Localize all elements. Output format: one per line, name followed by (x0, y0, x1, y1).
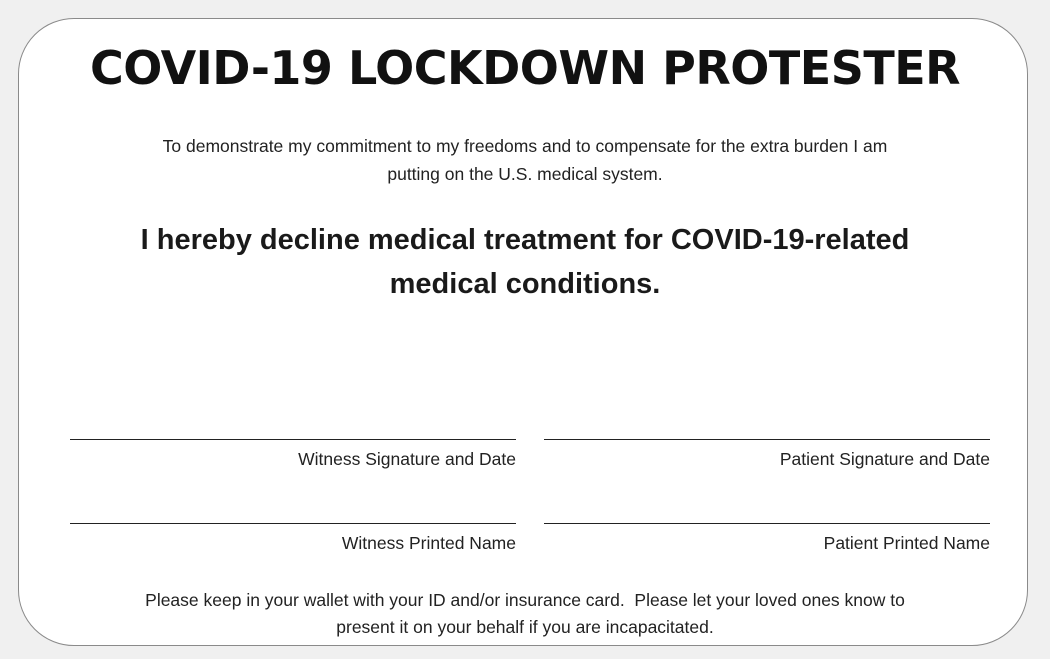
declaration-text (60, 218, 990, 306)
intro-line-1: To demonstrate my commitment to my freedoms and to compensate for the extra burden I am (162, 136, 888, 156)
card-title: COVID-19 LOCKDOWN PROTESTER (89, 41, 961, 95)
witness-signature-line[interactable] (70, 439, 516, 440)
declaration-line-2: medical conditions. (389, 268, 661, 300)
intro-line-2: putting on the U.S. medical system. (387, 164, 663, 184)
patient-signature-label: Patient Signature and Date (779, 449, 990, 469)
declaration-line-1: I hereby decline medical treatment for COVID-19-related (140, 224, 910, 256)
witness-name-line[interactable] (70, 523, 516, 524)
witness-name-label: Witness Printed Name (341, 533, 516, 553)
patient-name-label: Patient Printed Name (823, 533, 990, 553)
footer-instructions (40, 587, 1010, 641)
patient-signature-line[interactable] (544, 439, 990, 440)
patient-name-line[interactable] (544, 523, 990, 524)
footer-line-1: Please keep in your wallet with your ID and/or insurance card. Please let your loved ones know to (145, 590, 905, 610)
witness-signature-label: Witness Signature and Date (298, 449, 516, 469)
footer-line-2: present it on your behalf if you are incapacitated. (336, 617, 714, 637)
intro-text (60, 132, 990, 188)
